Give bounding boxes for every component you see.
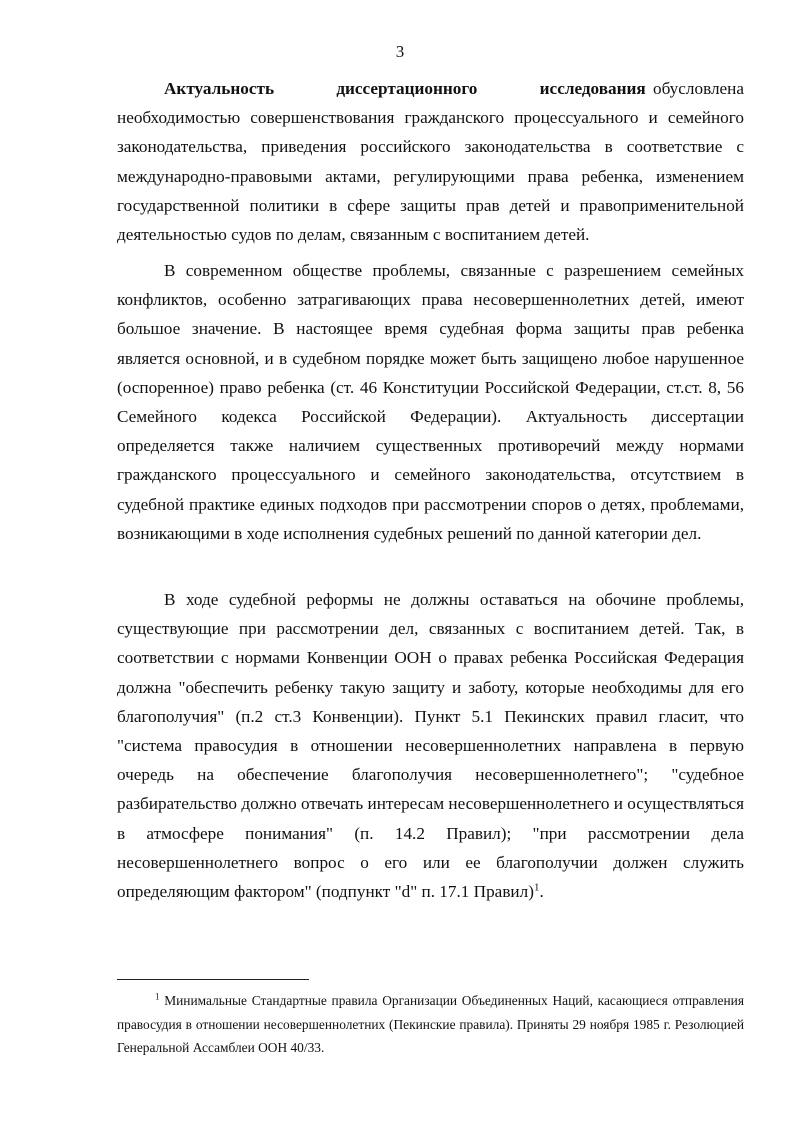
paragraph-relevance: [117, 74, 744, 249]
paragraph-text: [117, 74, 744, 249]
paragraph-text: [117, 585, 744, 906]
footnote: [117, 989, 744, 1060]
paragraph-end: .: [539, 882, 544, 902]
bold-lead-phrase: Актуальность диссертационного исследования: [164, 79, 646, 98]
paragraph-body: В ходе судебной реформы не должны оставаться на обочине проблемы, существующие при рассмотрении дел, связанных с воспитанием детей. Так, в соответствии с нормами Конвенции ООН о правах ребенка Российская Федерация должна "обеспечить ребенку такую защиту и заботу, которые необходимы для его благополучия" (п.2 ст.3 Конвенции). Пункт 5.1 Пекинских правил гласит, что "система правосудия в отношении несовершеннолетних направлена в первую очередь на обеспечение благополучия несовершеннолетнего"; "судебное разбирательство должно отвечать интересам несовершеннолетнего и осуществляться в атмосфере понимания" (п. 14.2 Правил); "при рассмотрении дела несовершеннолетнего вопрос о его или ее благополучии должен служить определяющим фактором" (подпункт "d" п. 17.1 Правил): [117, 590, 744, 902]
footnote-reference[interactable]: 1: [533, 881, 540, 894]
paragraph-text: В современном обществе проблемы, связанные с разрешением семейных конфликтов, особенно затрагивающих права несовершеннолетних детей, имеют большое значение. В настоящее время судебная форма защиты прав ребенка является основной, и в судебном порядке может быть защищено любое нарушенное (оспоренное) право ребенка (ст. 46 Конституции Российской Федерации, ст.ст. 8, 56 Семейного кодекса Российской Федерации). Актуальность диссертации определяется также наличием существенных противоречий между нормами гражданского процессуального и семейного законодательства, отсутствием в судебной практике единых подходов при рассмотрении споров о детях, проблемами, возникающими в ходе исполнения судебных решений по данной категории дел.: [117, 261, 744, 543]
paragraph-family-conflicts: [117, 256, 744, 548]
paragraph-body: обусловлена необходимостью совершенствования гражданского процессуального и семейного законодательства, приведения российского законодательства в соответствие с международно-правовыми актами, регулирующими права ребенка, изменением государственной политики в сфере защиты прав детей и правоприменительной деятельностью судов по делам, связанным с воспитанием детей.: [117, 79, 744, 245]
footnote-separator: [117, 979, 309, 980]
page-number: 3: [395, 42, 405, 61]
paragraph-judicial-reform: [117, 585, 744, 906]
footnote-mark: 1: [155, 991, 160, 1002]
footnote-text: Минимальные Стандартные правила Организации Объединенных Наций, касающиеся отправления правосудия в отношении несовершеннолетних (Пекинские правила). Приняты 29 ноября 1985 г. Резолюцией Генеральной Ассамблеи ООН 40/33.: [117, 993, 744, 1055]
